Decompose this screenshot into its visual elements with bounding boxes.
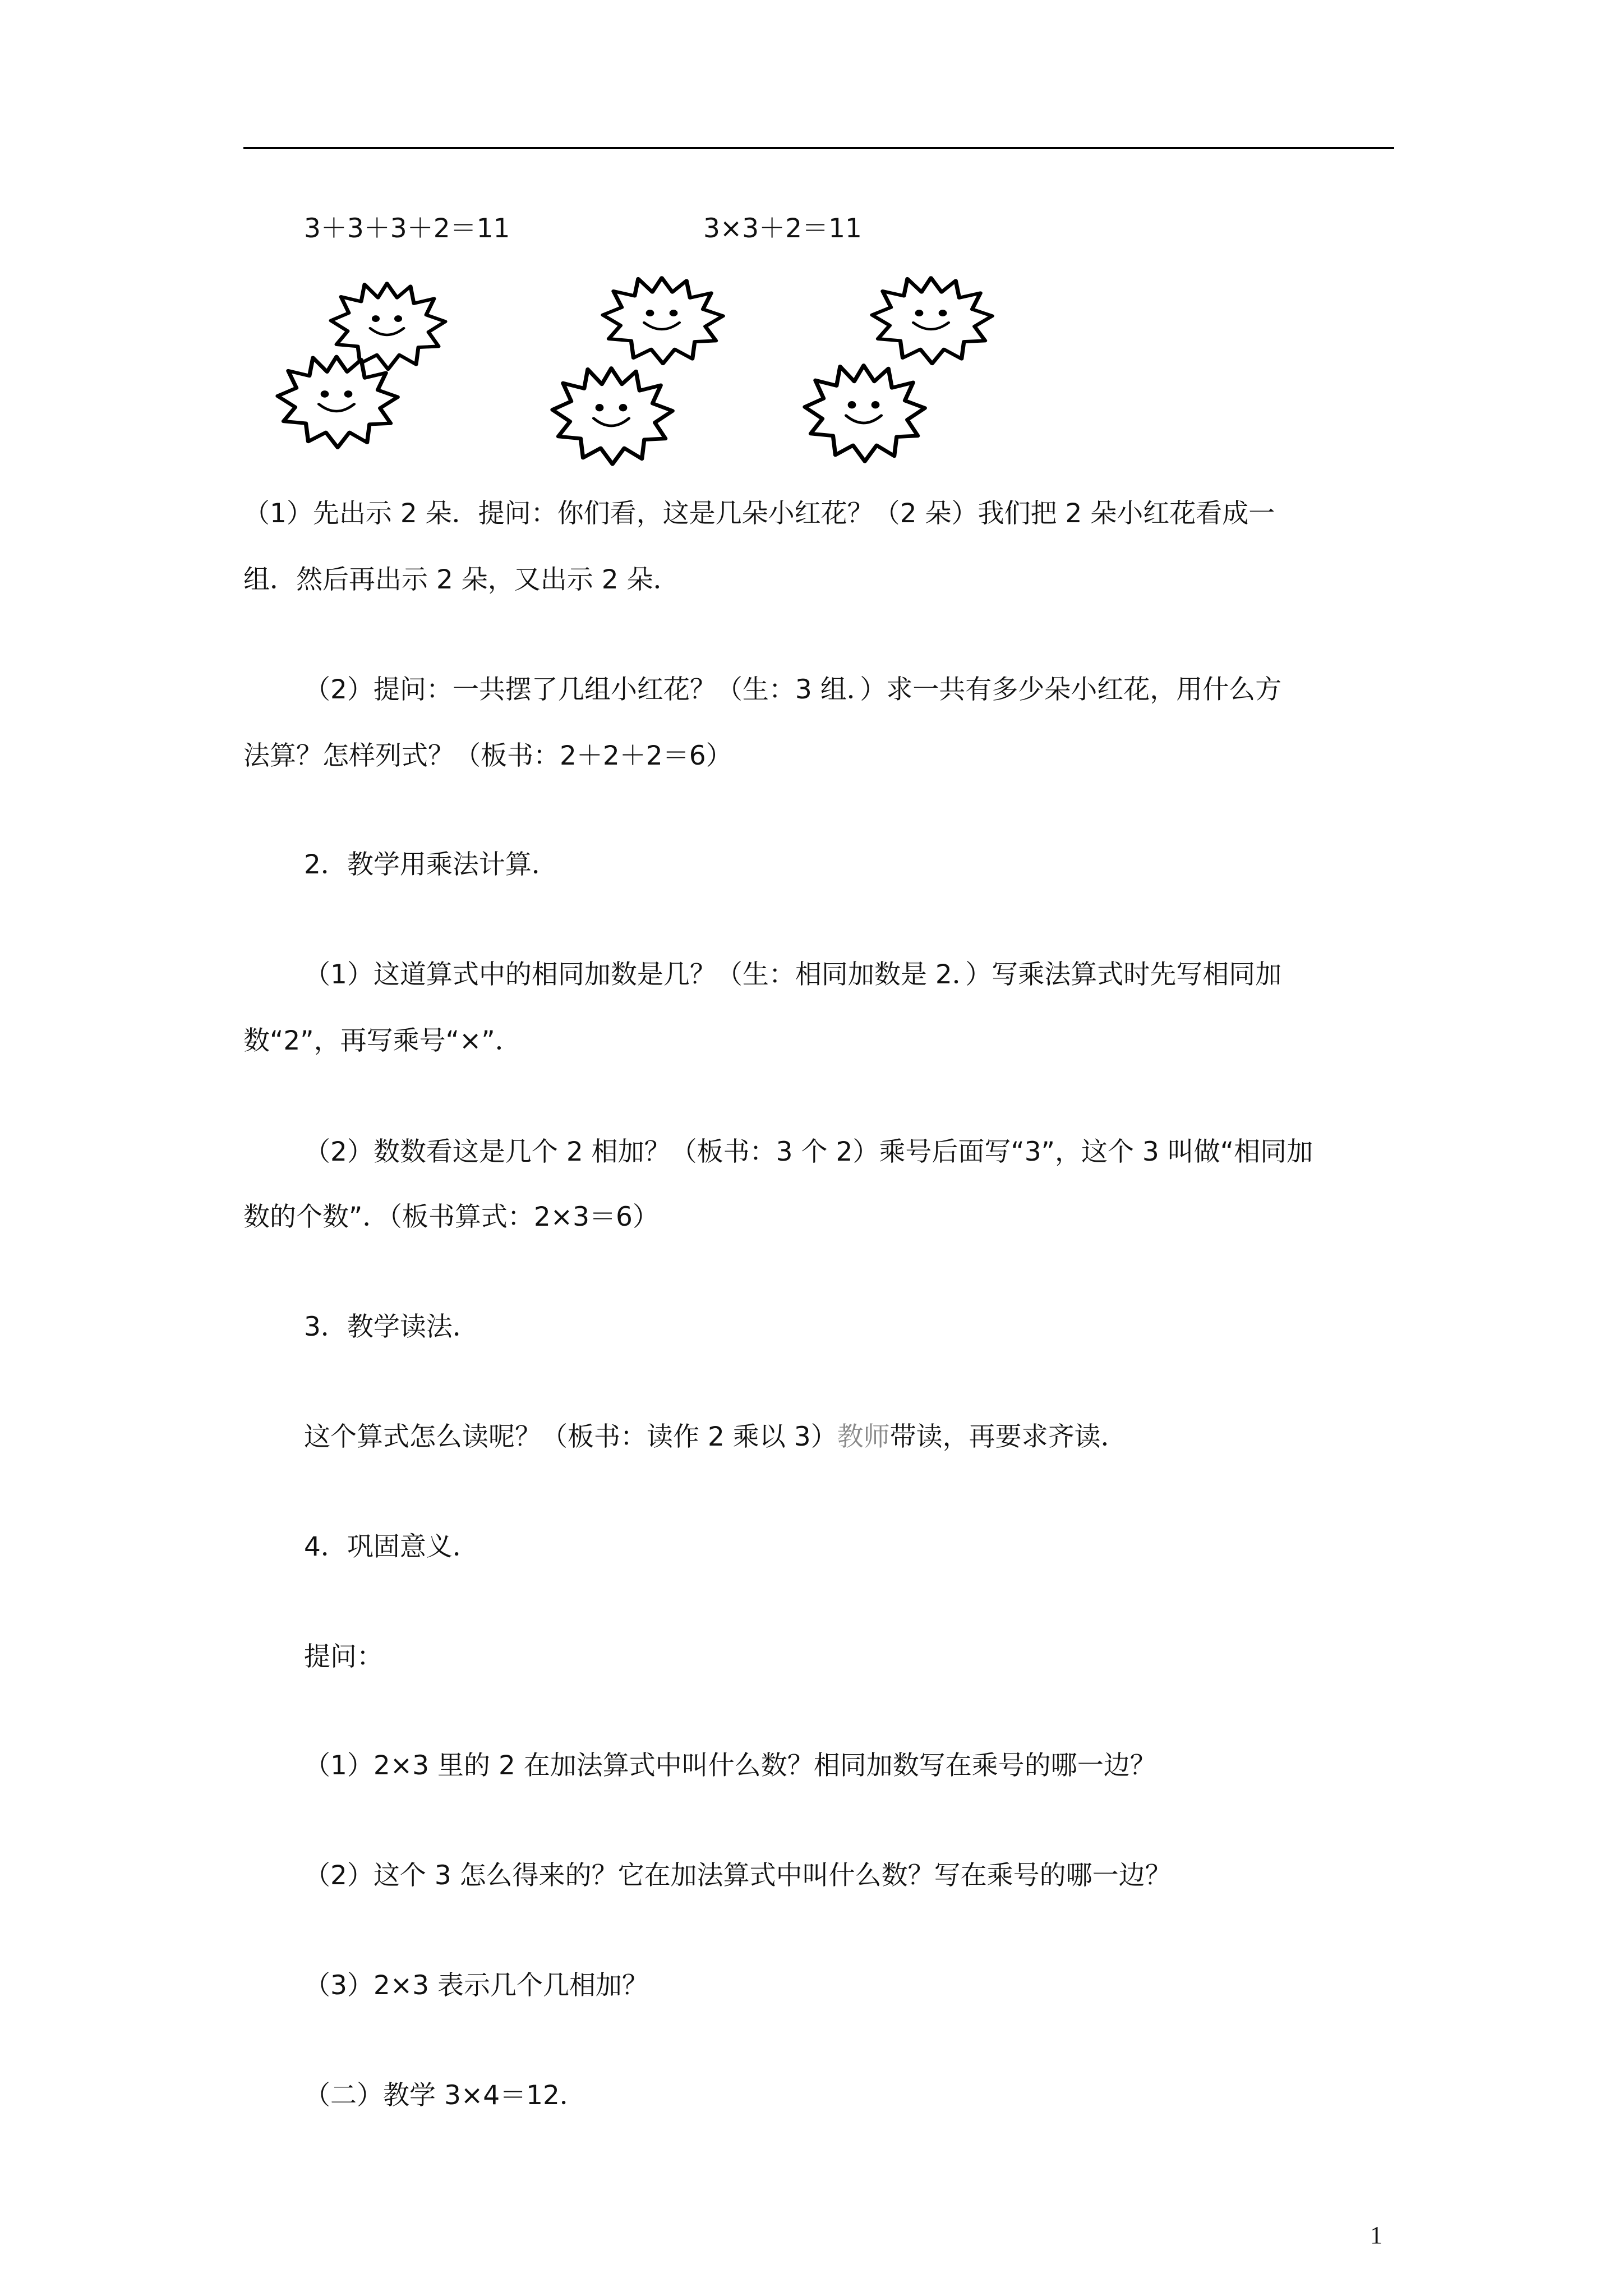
section-heading-4: 4．巩固意义． bbox=[304, 1531, 479, 1562]
flower-icon bbox=[331, 283, 445, 369]
section-heading-ii: （二）教学 3×4＝12． bbox=[304, 2080, 586, 2111]
paragraph-3-line-1: （1）这道算式中的相同加数是几？（生：相同加数是 2．）写乘法算式时先写相同加 bbox=[304, 959, 1282, 990]
flower-illustration bbox=[258, 264, 1054, 482]
flower-icon bbox=[872, 278, 992, 364]
paragraph-1-line-1: （1）先出示 2 朵．提问：你们看，这是几朵小红花？（2 朵）我们把 2 朵小红花看成一 bbox=[243, 498, 1275, 529]
section-heading-2: 2．教学用乘法计算． bbox=[304, 849, 558, 880]
flower-group-1 bbox=[278, 283, 445, 448]
paragraph-2-line-1: （2）提问：一共摆了几组小红花？（生：3 组．）求一共有多少朵小红花，用什么方 bbox=[304, 674, 1282, 705]
paragraph-4-line-1: （2）数数看这是几个 2 相加？（板书：3 个 2）乘号后面写“3”，这个 3 叫做“相同加 bbox=[304, 1137, 1313, 1167]
paragraph-5 bbox=[304, 1420, 1127, 1454]
flower-svg bbox=[258, 264, 1054, 482]
teacher-link-text: 教师 bbox=[837, 1421, 890, 1452]
paragraph-1-line-2: 组．然后再出示 2 朵，又出示 2 朵． bbox=[243, 564, 680, 595]
flower-icon bbox=[805, 365, 925, 461]
flower-group-3 bbox=[805, 278, 992, 461]
flower-icon bbox=[278, 357, 398, 448]
page-number: 1 bbox=[1370, 2221, 1382, 2249]
question-2: （2）这个 3 怎么得来的？它在加法算式中叫什么数？写在乘号的哪一边？ bbox=[304, 1860, 1172, 1891]
paragraph-3-line-2: 数“2”，再写乘号“×”． bbox=[243, 1025, 522, 1056]
flower-icon bbox=[552, 368, 672, 464]
flower-icon bbox=[603, 278, 723, 364]
question-prompt: 提问： bbox=[304, 1641, 383, 1672]
question-3: （3）2×3 表示几个几相加？ bbox=[304, 1970, 649, 2001]
paragraph-4-line-2: 数的个数”．（板书算式：2×3＝6） bbox=[243, 1202, 659, 1232]
paragraph-2-line-2: 法算？怎样列式？（板书：2＋2＋2＝6） bbox=[243, 740, 732, 771]
question-1: （1）2×3 里的 2 在加法算式中叫什么数？相同加数写在乘号的哪一边？ bbox=[304, 1750, 1156, 1781]
section-heading-3: 3．教学读法． bbox=[304, 1312, 479, 1342]
header-rule bbox=[243, 147, 1394, 149]
flower-group-2 bbox=[552, 278, 723, 464]
addition-equation: 3＋3＋3＋2＝11 bbox=[304, 213, 510, 244]
paragraph-5-text: 这个算式怎么读呢？（板书：读作 2 乘以 3） bbox=[304, 1421, 837, 1452]
multiplication-equation: 3×3＋2＝11 bbox=[703, 213, 862, 244]
paragraph-5-text-end: 带读，再要求齐读． bbox=[889, 1421, 1127, 1452]
